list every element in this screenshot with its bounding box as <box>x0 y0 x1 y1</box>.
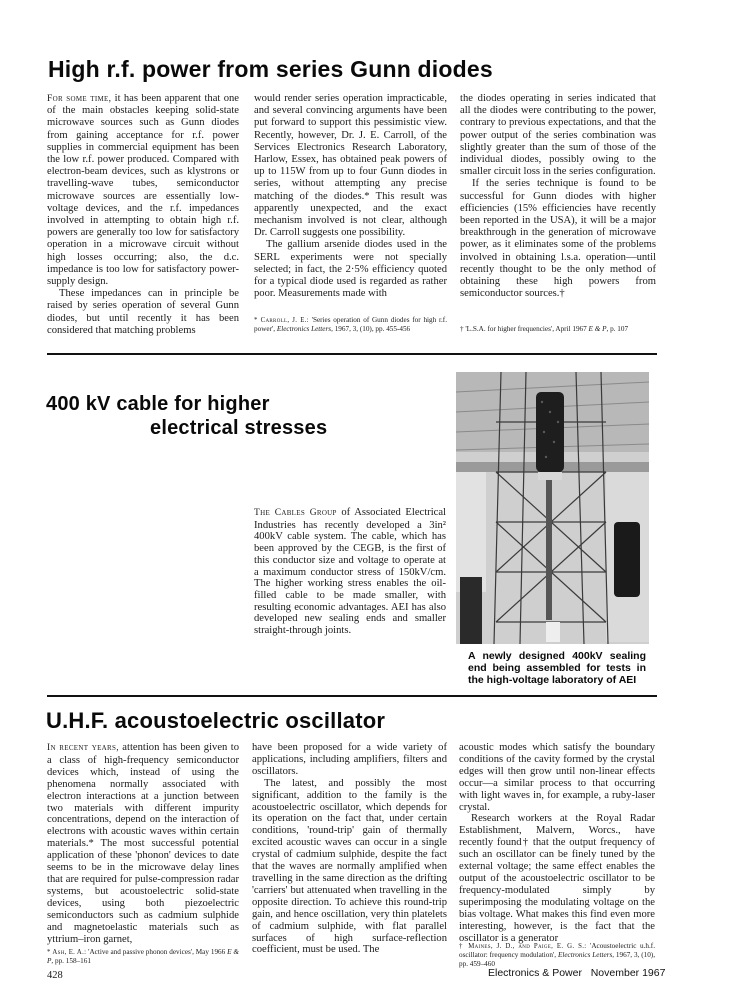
article3-footnote-1 <box>47 948 239 966</box>
article2-photo-caption: A newly designed 400kV sealing end being assembled for tests in the high-voltage laboratory of AEI <box>468 650 646 686</box>
footnote-author: * Carroll, J. E.: <box>254 317 309 324</box>
section-divider <box>47 353 657 355</box>
lead-caps: The Cables Group <box>254 508 337 518</box>
running-footer <box>488 967 665 979</box>
article3-column-2 <box>252 742 447 956</box>
footnote-ref: , 1967, 3, (10), pp. 459–460 <box>459 951 655 968</box>
article3-title: U.H.F. acoustoelectric oscillator <box>46 708 386 733</box>
paragraph-text: it has been apparent that one of the main obstacles keeping solid-state microwave sources such as Gunn diodes from gaining acceptance for r.f. power supplies in commercial equipment has been the low r.f. power produced. Compared with electron-beam devices, such as klystrons or travelling-wave tubes, semiconductor microwave sources are essentially low-voltage devices, and the r.f. impedances involved in attempting to obtain high r.f. powers are generally too low for satisfactory operation in a microwave circuit without high losses occurring; also, the d.c. impedance is too low for satisfactory power-supply design. <box>47 93 239 288</box>
footnote-journal: E & P <box>588 325 607 333</box>
article1-paragraph <box>47 93 239 288</box>
article3-paragraph: have been proposed for a wide variety of applications, including amplifiers, filters and oscillators. <box>252 742 447 777</box>
paragraph-text: of Associated Electrical Industries has recently developed a 3in² 400kV cable system. The cable, which has been approved by the CEGB, is the first of this conductor size and voltage to operate at a maximum conductor stress of 150kV/cm. The higher working stress enables the oil-filled cable to be made smaller, with resulting economic advantages. AEI has also developed new sealing ends and smaller straight-through joints. <box>254 507 446 637</box>
footnote-author: * Ash, E. A.: <box>47 949 87 956</box>
article2-body <box>254 507 446 637</box>
footnote-text: 'Series operation of Gunn diodes for high r.f. power', <box>254 316 447 334</box>
issue-date: November 1967 <box>590 967 666 979</box>
article1-paragraph: These impedances can in principle be raised by series operation of several Gunn diodes, but until recently it has been considered that matching problems <box>47 288 239 336</box>
article2-paragraph <box>254 507 446 637</box>
page-number: 428 <box>47 970 63 981</box>
footnote-text: † 'L.S.A. for higher frequencies', April 1967 <box>460 325 589 333</box>
footnote-journal: Electronics Letters <box>276 325 332 334</box>
article1-footnote-2 <box>460 325 656 333</box>
article3-paragraph: acoustic modes which satisfy the boundary conditions of the cavity formed by the crystal edges will then grow until non-linear effects occur—a similar process to that occurring with light waves in, for example, a ruby-laser crystal. <box>459 742 655 813</box>
article1-paragraph: would render series operation impracticable, and several convincing arguments have been put forward to support this pessimistic view. Recently, however, Dr. J. E. Carroll, of the Services Electronics Research Laboratory, Harlow, Essex, has obtained peak powers of up to 115W from up to four Gunn diodes in series, without attempting any precise matching of the diodes.* This result was apparently unexpected, and the exact mechanism involved is not clear, although Dr. Carroll suggests one possibility. <box>254 93 447 239</box>
sealing-end-photo-image <box>456 372 649 644</box>
footnote-journal: Electronics Letters <box>557 951 613 960</box>
article2-title-line-2: electrical stresses <box>150 417 328 439</box>
footnote-journal: E & P <box>47 948 239 966</box>
article3-column-3 <box>459 742 655 944</box>
article1-footnote-1 <box>254 316 447 334</box>
article3-paragraph: Research workers at the Royal Radar Establishment, Malvern, Worcs., have recently found† that the output frequency of such an oscillator can be finely tuned by the external voltage; the same effect enables the output of the acoustoelectric oscillator to be frequency-modulated simply by superimposing the modulating voltage on the bias voltage. What makes this find even more interesting, however, is the fact that the oscillator is a generator <box>459 813 655 944</box>
article1-paragraph: the diodes operating in series indicated that all the diodes were contributing to the power, contrary to previous expectations, and that the power output of the series combination was slightly greater than the sum of those of the individual diodes, possibly owing to the smaller circuit loss in the series configuration. <box>460 93 656 178</box>
article1-title: High r.f. power from series Gunn diodes <box>48 56 493 82</box>
footnote-ref: , 1967, 3, (10), pp. 455-456 <box>331 325 411 334</box>
article3-paragraph: The latest, and possibly the most significant, addition to the family is the acoustoelectric oscillator, which depends for its operation on the fact that, under certain conditions, 'round-trip' gain of thermally excited acoustic waves can occur in a single crystal of cadmium sulphide, despite the fact that the waves are normally amplified when travelling in the same direction as the drifting 'carriers' but attenuated when travelling in the opposite direction. To achieve this round-trip gain, and hence oscillation, very thin platelets of cadmium sulphide, with flat parallel surfaces of high surface-reflection coefficient, must be used. The <box>252 777 447 956</box>
lead-caps: In recent years, <box>47 743 119 753</box>
article2-photo <box>456 372 649 644</box>
article1-paragraph: If the series technique is found to be successful for Gunn diodes with higher efficiencies (15% efficiencies have recently been reported in the USA), it will be a major breakthrough in the generation of microwave power, as it eliminates some of the problems involved in obtaining l.s.a. operation—until recently thought to be the only method of obtaining these high powers from semiconductor sources.† <box>460 178 656 300</box>
article3-paragraph <box>47 742 239 945</box>
article1-column-1 <box>47 93 239 337</box>
section-divider <box>47 695 657 697</box>
publication-name: Electronics & Power <box>488 967 582 979</box>
lead-caps: For some time, <box>47 94 112 104</box>
article3-column-1 <box>47 742 239 945</box>
article3-footnote-2 <box>459 942 655 968</box>
article1-column-2 <box>254 93 447 300</box>
footnote-text: 'Active and passive phonon devices', May 1966 <box>86 948 228 956</box>
footnote-author: † Maines, J. D., and Paige, E. G. S.: <box>459 943 587 950</box>
footnote-ref: , pp. 158–161 <box>51 957 91 966</box>
article1-paragraph: The gallium arsenide diodes used in the SERL experiments were not specially selected; in fact, the 2·5% efficiency quoted for a typical diode used is regarded as rather poor. Measurements made with <box>254 239 447 300</box>
footnote-text: 'Acoustoelectric u.h.f. oscillator: frequency modulation', <box>459 942 655 960</box>
article2-title-line-1: 400 kV cable for higher <box>46 393 270 415</box>
footnote-ref: , p. 107 <box>606 325 629 333</box>
paragraph-text: attention has been given to a class of high-frequency semiconductor devices which, instead of using the phenomena normally associated with electron interactions at a junction between two materials with different impurity concentrations, depend on the interaction of electrons with acoustic waves within certain materials.* The most successful potential application of these 'phonon' devices to date seems to be in the microwave delay lines that are required for pulse-compression radar systems, but acoustoelectric solid-state devices, using both piezoelectric semiconductors such as cadmium sulphide and magnetoelastic materials such as yttrium–iron garnet, <box>47 742 239 945</box>
article1-column-3 <box>460 93 656 300</box>
